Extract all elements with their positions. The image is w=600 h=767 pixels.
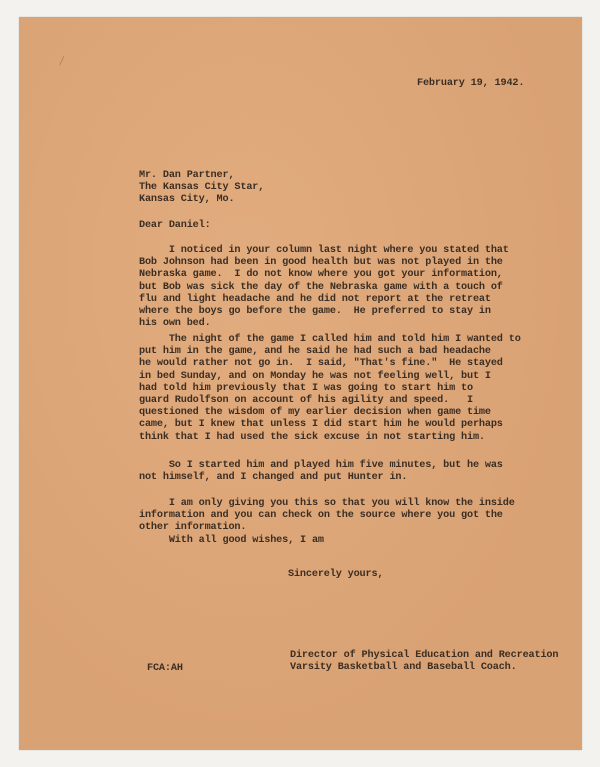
- address-line: Mr. Dan Partner,: [139, 170, 235, 181]
- recipient-address: [139, 170, 264, 207]
- letter-page: [19, 17, 582, 750]
- body-paragraph: With all good wishes, I am: [139, 535, 324, 546]
- body-paragraph: So I started him and played him five minutes, but he was not himself, and I changed and put Hunter in.: [139, 460, 503, 484]
- body-paragraph: I noticed in your column last night where you stated that Bob Johnson had been in good health but was not played in the Nebraska game. I do not know where you got your information, but Bob was sick the day of the Nebraska game with a touch of flu and light headache and he did not report at the retreat where the boys go before the game. He preferred to stay in his own bed.: [139, 245, 509, 330]
- body-paragraph: The night of the game I called him and told him I wanted to put him in the game, and he said he had such a bad headache he would rather not go in. I said, "That's fine." He stayed in bed Sunday, and on Monday he was not feeling well, but I had told him previously that I was going to start him to guard Rudolfson on account of his agility and speed. I questioned the wisdom of my earlier decision when game time came, but I knew that unless I did start him he would perhaps think that I had used the sick excuse in not starting him.: [139, 334, 521, 443]
- address-line: Kansas City, Mo.: [139, 194, 235, 206]
- title-line: Director of Physical Education and Recreation: [290, 650, 559, 661]
- typist-initials: FCA:AH: [147, 663, 183, 674]
- letter-date: February 19, 1942.: [417, 78, 525, 89]
- title-line: Varsity Basketball and Baseball Coach.: [290, 662, 517, 674]
- salutation: Dear Daniel:: [139, 220, 211, 231]
- body-paragraph: I am only giving you this so that you will know the inside information and you can check on the source where you got the other information.: [139, 498, 515, 534]
- address-line: The Kansas City Star,: [139, 182, 265, 194]
- closing: Sincerely yours,: [288, 569, 384, 580]
- paper-mark: [59, 56, 70, 68]
- signature-title: [290, 650, 558, 674]
